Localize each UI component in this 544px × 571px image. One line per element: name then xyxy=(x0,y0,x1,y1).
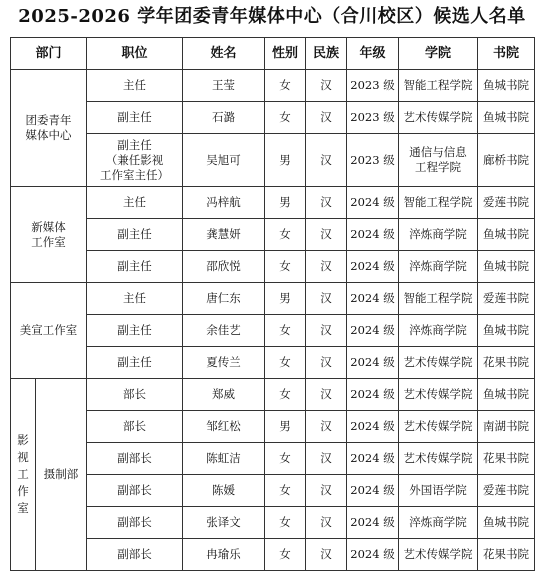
college-cell: 艺术传媒学院 xyxy=(399,411,478,443)
gender-cell: 女 xyxy=(265,315,306,347)
position-cell: 副主任 xyxy=(87,102,183,134)
grade-cell: 2023 级 xyxy=(347,134,399,187)
academy-cell: 廊桥书院 xyxy=(478,134,535,187)
name-cell: 张译文 xyxy=(183,507,265,539)
college-cell: 智能工程学院 xyxy=(399,70,478,102)
ethnic-cell: 汉 xyxy=(306,475,347,507)
gender-cell: 女 xyxy=(265,219,306,251)
position-cell: 主任 xyxy=(87,283,183,315)
ethnic-cell: 汉 xyxy=(306,251,347,283)
position-cell: 主任 xyxy=(87,187,183,219)
college-cell: 艺术传媒学院 xyxy=(399,379,478,411)
position-cell: 副部长 xyxy=(87,475,183,507)
name-cell: 冯梓航 xyxy=(183,187,265,219)
sub-department-cell: 摄制部 xyxy=(36,379,87,571)
page-title: 2025-2026 学年团委青年媒体中心（合川校区）候选人名单 xyxy=(18,6,526,27)
ethnic-cell: 汉 xyxy=(306,219,347,251)
grade-cell: 2024 级 xyxy=(347,283,399,315)
name-cell: 唐仁东 xyxy=(183,283,265,315)
table-row xyxy=(11,507,535,539)
position-cell: 部长 xyxy=(87,379,183,411)
header-college: 学院 xyxy=(399,38,478,70)
header-row xyxy=(11,38,535,70)
department-cell: 新媒体 工作室 xyxy=(11,187,87,283)
table-row xyxy=(11,219,535,251)
grade-cell: 2024 级 xyxy=(347,411,399,443)
header-name: 姓名 xyxy=(183,38,265,70)
grade-cell: 2023 级 xyxy=(347,102,399,134)
grade-cell: 2024 级 xyxy=(347,379,399,411)
academy-cell: 花果书院 xyxy=(478,347,535,379)
college-cell: 淬炼商学院 xyxy=(399,315,478,347)
college-cell: 外国语学院 xyxy=(399,475,478,507)
ethnic-cell: 汉 xyxy=(306,411,347,443)
college-cell: 艺术传媒学院 xyxy=(399,539,478,571)
grade-cell: 2024 级 xyxy=(347,187,399,219)
position-cell: 副主任 xyxy=(87,347,183,379)
ethnic-cell: 汉 xyxy=(306,283,347,315)
grade-cell: 2024 级 xyxy=(347,347,399,379)
name-cell: 余佳艺 xyxy=(183,315,265,347)
ethnic-cell: 汉 xyxy=(306,102,347,134)
name-cell: 陈媛 xyxy=(183,475,265,507)
name-cell: 冉瑜乐 xyxy=(183,539,265,571)
position-cell: 部长 xyxy=(87,411,183,443)
grade-cell: 2024 级 xyxy=(347,539,399,571)
academy-cell: 鱼城书院 xyxy=(478,251,535,283)
table-row xyxy=(11,70,535,102)
gender-cell: 男 xyxy=(265,411,306,443)
ethnic-cell: 汉 xyxy=(306,539,347,571)
grade-cell: 2024 级 xyxy=(347,219,399,251)
college-cell: 淬炼商学院 xyxy=(399,507,478,539)
grade-cell: 2024 级 xyxy=(347,251,399,283)
header-academy: 书院 xyxy=(478,38,535,70)
table-row xyxy=(11,251,535,283)
ethnic-cell: 汉 xyxy=(306,315,347,347)
ethnic-cell: 汉 xyxy=(306,134,347,187)
position-cell: 主任 xyxy=(87,70,183,102)
academy-cell: 鱼城书院 xyxy=(478,102,535,134)
header-dept: 部门 xyxy=(11,38,87,70)
grade-cell: 2024 级 xyxy=(347,507,399,539)
academy-cell: 鱼城书院 xyxy=(478,315,535,347)
college-cell: 淬炼商学院 xyxy=(399,219,478,251)
academy-cell: 鱼城书院 xyxy=(478,219,535,251)
name-cell: 邵欣悦 xyxy=(183,251,265,283)
college-cell: 智能工程学院 xyxy=(399,283,478,315)
candidate-table xyxy=(10,37,535,571)
position-cell: 副主任 （兼任影视 工作室主任） xyxy=(87,134,183,187)
gender-cell: 女 xyxy=(265,475,306,507)
gender-cell: 男 xyxy=(265,187,306,219)
name-cell: 邹红松 xyxy=(183,411,265,443)
name-cell: 夏传兰 xyxy=(183,347,265,379)
ethnic-cell: 汉 xyxy=(306,347,347,379)
grade-cell: 2024 级 xyxy=(347,443,399,475)
header-gender: 性别 xyxy=(265,38,306,70)
academy-cell: 爱莲书院 xyxy=(478,475,535,507)
table-row xyxy=(11,475,535,507)
academy-cell: 鱼城书院 xyxy=(478,507,535,539)
gender-cell: 女 xyxy=(265,379,306,411)
gender-cell: 男 xyxy=(265,134,306,187)
ethnic-cell: 汉 xyxy=(306,379,347,411)
position-cell: 副主任 xyxy=(87,315,183,347)
name-cell: 龚慧妍 xyxy=(183,219,265,251)
college-cell: 艺术传媒学院 xyxy=(399,102,478,134)
grade-cell: 2024 级 xyxy=(347,315,399,347)
position-cell: 副部长 xyxy=(87,443,183,475)
academy-cell: 爱莲书院 xyxy=(478,283,535,315)
position-cell: 副部长 xyxy=(87,539,183,571)
table-row xyxy=(11,102,535,134)
grade-cell: 2023 级 xyxy=(347,70,399,102)
header-position: 职位 xyxy=(87,38,183,70)
department-cell: 美宣工作室 xyxy=(11,283,87,379)
gender-cell: 男 xyxy=(265,283,306,315)
name-cell: 郑威 xyxy=(183,379,265,411)
college-cell: 艺术传媒学院 xyxy=(399,443,478,475)
academy-cell: 爱莲书院 xyxy=(478,187,535,219)
department-cell: 团委青年 媒体中心 xyxy=(11,70,87,187)
header-grade: 年级 xyxy=(347,38,399,70)
table-row xyxy=(11,315,535,347)
gender-cell: 女 xyxy=(265,251,306,283)
table-row xyxy=(11,411,535,443)
college-cell: 智能工程学院 xyxy=(399,187,478,219)
department-cell: 影 视 工 作 室 xyxy=(11,379,36,571)
gender-cell: 女 xyxy=(265,443,306,475)
ethnic-cell: 汉 xyxy=(306,443,347,475)
position-cell: 副部长 xyxy=(87,507,183,539)
header-ethnic: 民族 xyxy=(306,38,347,70)
ethnic-cell: 汉 xyxy=(306,187,347,219)
table-row xyxy=(11,347,535,379)
college-cell: 通信与信息 工程学院 xyxy=(399,134,478,187)
table-row xyxy=(11,379,535,411)
gender-cell: 女 xyxy=(265,102,306,134)
academy-cell: 花果书院 xyxy=(478,443,535,475)
gender-cell: 女 xyxy=(265,539,306,571)
table-row xyxy=(11,443,535,475)
academy-cell: 鱼城书院 xyxy=(478,70,535,102)
gender-cell: 女 xyxy=(265,347,306,379)
name-cell: 王莹 xyxy=(183,70,265,102)
college-cell: 淬炼商学院 xyxy=(399,251,478,283)
grade-cell: 2024 级 xyxy=(347,475,399,507)
table-row xyxy=(11,134,535,187)
gender-cell: 女 xyxy=(265,507,306,539)
name-cell: 陈虹洁 xyxy=(183,443,265,475)
ethnic-cell: 汉 xyxy=(306,70,347,102)
ethnic-cell: 汉 xyxy=(306,507,347,539)
college-cell: 艺术传媒学院 xyxy=(399,347,478,379)
academy-cell: 南湖书院 xyxy=(478,411,535,443)
name-cell: 吴旭可 xyxy=(183,134,265,187)
position-cell: 副主任 xyxy=(87,219,183,251)
table-row xyxy=(11,539,535,571)
table-row xyxy=(11,187,535,219)
table-row xyxy=(11,283,535,315)
name-cell: 石潞 xyxy=(183,102,265,134)
gender-cell: 女 xyxy=(265,70,306,102)
position-cell: 副主任 xyxy=(87,251,183,283)
academy-cell: 花果书院 xyxy=(478,539,535,571)
academy-cell: 鱼城书院 xyxy=(478,379,535,411)
